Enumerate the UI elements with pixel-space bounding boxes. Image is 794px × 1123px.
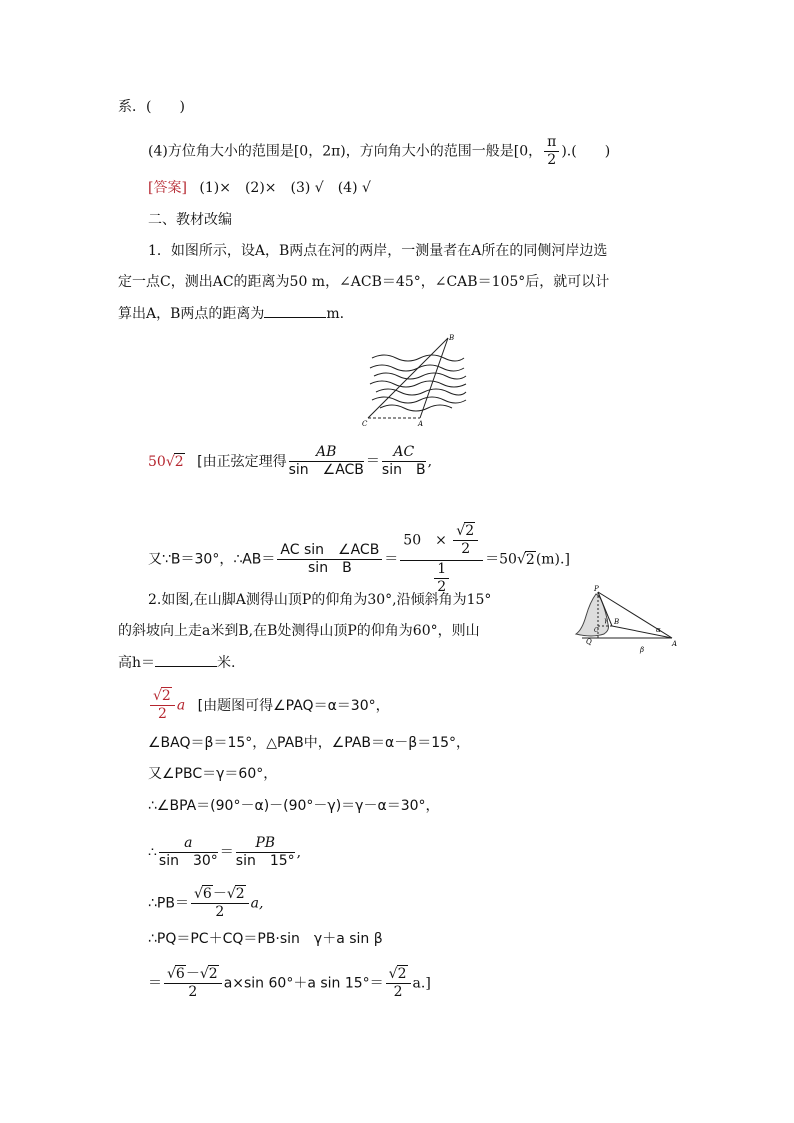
label-Q: Q [586,638,592,646]
label-beta: β [640,646,645,654]
fraction: $\frac{√2}{2}$ [386,966,411,1001]
answer-blank [155,652,217,667]
fraction: $\frac{AB}{\text{sin ∠ACB}}$ [288,444,364,478]
label-gamma: γ [604,617,608,624]
label-B: B [449,334,455,342]
answer-text: (1)× (2)× (3) √ (4) √ [199,180,371,196]
text-line: 系．( ) [118,99,185,115]
q2-solution-3: 又∠PBC＝γ＝60°， [148,766,278,782]
fraction: $\frac{√6-√2}{2}$ [164,966,222,1001]
q2-line1: 2.如图,在山脚A测得山顶P的仰角为30°,沿倾斜角为15° [148,592,492,608]
q2-solution-4: ∴∠BPA＝(90°－α)－(90°－γ)＝γ－α＝30°， [148,798,440,814]
q1-line1: 1．如图所示，设A，B两点在河的两岸，一测量者在A所在的同侧河岸边选 [148,243,608,259]
fraction: $\frac{√6-√2}{2}$ [191,886,249,921]
label-C: C [594,627,599,634]
mountain-figure [568,584,680,656]
fraction: $\frac{a}{\sin 30^\circ}$ [158,835,218,869]
q1-solution-2: 又∵B＝30°，∴AB＝ $\frac{\text{AC sin ∠ACB}}{\text{sin B}}$ ＝ 50 × $\frac{√2}{2}$ $\frac{1}{2}$ ＝50√2(m).] [148,523,570,595]
q2-solution-5: ∴ $\frac{a}{\sin 30^\circ}$ ＝ $\frac{PB}{\sin 15^\circ}$ , [148,835,302,869]
section-heading: 二、教材改编 [148,212,232,228]
q2-solution-1: $\frac{√2}{2}$ a [由题图可得∠PAQ＝α＝30°， [148,688,390,723]
fraction: $\frac{AC}{\text{sin B}}$ [381,444,426,478]
q1-line2: 定一点C，测出AC的距离为50 m，∠ACB＝45°，∠CAB＝105°后，就可以计 [118,274,610,290]
pi-over-2: $\frac{\pi}{2}$ [544,134,559,169]
answer-blank [264,303,326,318]
label-A: A [672,640,678,648]
q2-solution-2: ∠BAQ＝β＝15°，△PAB中，∠PAB＝α－β＝15°， [148,735,471,751]
q2-line3: 高h＝ 米. [118,652,235,673]
river-figure [360,330,470,430]
q1-line3: 算出A，B两点的距离为 m. [118,303,344,324]
q2-line2: 的斜坡向上走a米到B,在B处测得山顶P的仰角为60°，则山 [118,623,480,639]
label-C: C [362,420,368,428]
q1-solution-1: 50√2 [由正弦定理得 $\frac{AB}{\text{sin ∠ACB}}$ ＝ $\frac{AC}{\text{sin B}}$ , [148,444,433,478]
q2-answer: $\frac{√2}{2}$ [150,688,175,723]
answer-label: [答案] [148,180,187,196]
answer-line [148,178,371,198]
fraction: $\frac{\text{AC sin ∠ACB}}{\text{sin B}}$ [277,542,382,577]
q2-solution-8: ＝ $\frac{√6-√2}{2}$ a×sin 60°＋a sin 15°＝ $\frac{√2}{2}$ a.] [148,966,431,1000]
label-A: A [418,420,424,428]
q2-solution-7: ∴PQ＝PC＋CQ＝PB·sin γ＋a sin β [148,931,383,947]
label-alpha: α [656,626,661,634]
q2-solution-6: ∴PB＝ $\frac{√6-√2}{2}$ a, [148,886,264,920]
item-4: (4)方位角大小的范围是[0，2π)，方向角大小的范围一般是[0， $\frac{\pi}{2}$ ).( ) [148,134,611,168]
label-B: B [614,618,620,626]
big-fraction: 50 × $\frac{√2}{2}$ $\frac{1}{2}$ [400,523,483,596]
q1-answer: 50√2 [148,453,184,470]
fraction: $\frac{PB}{\sin 15^\circ}$ [235,835,295,869]
label-P: P [594,585,599,593]
